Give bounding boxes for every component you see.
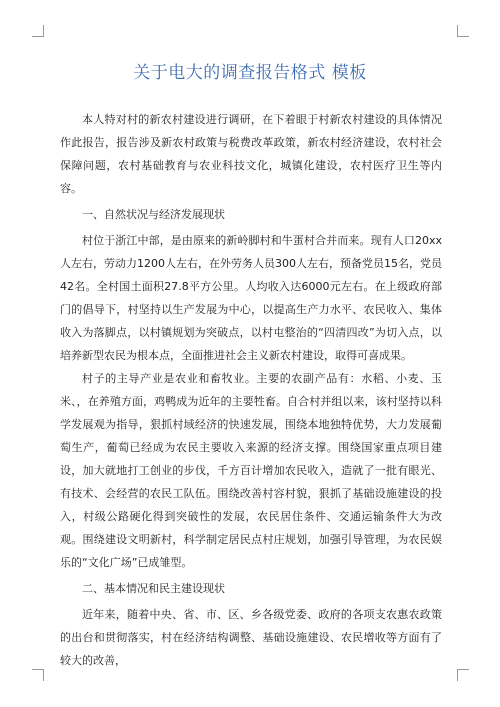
paragraph-recent-years: 近年来，随着中央、省、市、区、乡各级党委、政府的各项支农惠农政策的出台和贯彻落实，村在经济结构调整、基础设施建设、农民增收等方面有了较大的改善， [60, 608, 442, 667]
crop-mark-top-left [32, 25, 44, 37]
paragraph-intro: 本人特对村的新农村建设进行调研，在下着眼于村新农村建设的具体情况作此报告，报告涉及新农村政策与税费改革政策，新农村经济建设，农村社会保障问题，农村基础教育与农业科技文化，城镇化建设，农村医疗卫生等内容。 [60, 113, 442, 195]
section-heading-natural-conditions: 一、自然状况与经济发展现状 [82, 208, 225, 221]
document-title: 关于电大的调查报告格式 模板 [133, 63, 367, 83]
crop-mark-bottom-left [32, 669, 44, 681]
document-body [60, 108, 442, 672]
crop-mark-bottom-right [457, 669, 469, 681]
paragraph-village-overview: 村位于浙江中部，是由原来的新岭脚村和牛蛋村合并而来。现有人口20xx人左右，劳动力1200人左右，在外劳务人员300人左右，预备党员15名，党员42名。全村国土面积27.8平方公里。人均收入达6000元左右。在上级政府部门的倡导下，村坚持以生产发展为中心，以提高生产力水平、农民收入、集体收入为落脚点，以村镇规划为突破点，以村屯整治的“四清四改”为切入点，以培养新型农民为根本点，全面推进社会主义新农村建设，取得可喜成果。 [60, 234, 442, 362]
crop-mark-top-right [457, 25, 469, 37]
section-heading-basic-situation: 二、基本情况和民主建设现状 [82, 582, 225, 595]
paragraph-main-industry: 村子的主导产业是农业和畜牧业。主要的农副产品有：水稻、小麦、玉米、，在养殖方面，鸡鸭成为近年的主要牲畜。自合村并组以来，该村坚持以科学发展观为指导，狠抓村域经济的快速发展，围绕本地独特优势，大力发展葡萄生产，葡萄已经成为农民主要收入来源的经济支撑。围绕国家重点项目建设，加大就地打工创业的步伐，千方百计增加农民收入，造就了一批有眼光、有技术、会经营的农民工队伍。围绕改善村容村貌，狠抓了基础设施建设的投入，村级公路硬化得到突破性的发展，农民居住条件、交通运输条件大为改观。围绕建设文明新村，科学制定居民点村庄规划，加强引导管理，为农民娱乐的“文化广场”已成雏型。 [60, 372, 442, 569]
